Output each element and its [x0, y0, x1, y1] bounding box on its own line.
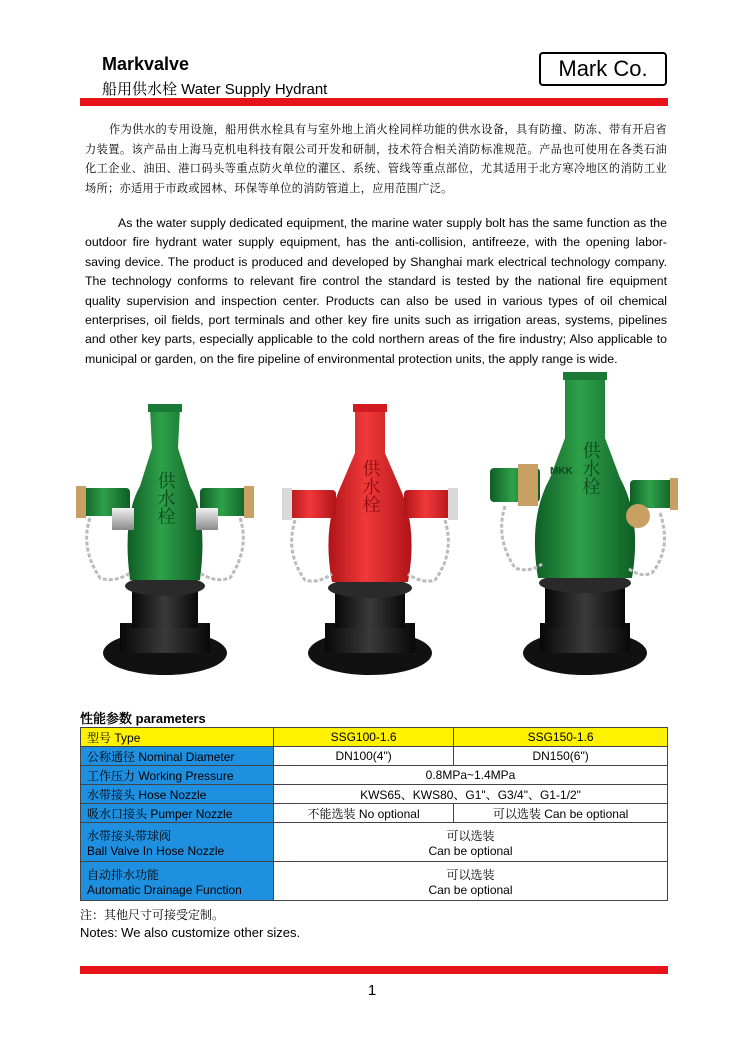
cell-hose-nozzle: KWS65、KWS80、G1"、G3/4"、G1-1/2"	[274, 785, 668, 804]
table-row-nominal-diameter	[81, 747, 668, 766]
intro-paragraph-en: As the water supply dedicated equipment, the marine water supply bolt has the same function as the outdoor fire hydrant water supply equipment, has the anti-collision, antifreeze, with the opening labor-saving device. The product is produced and developed by Shanghai mark electrical technology company. The technology conforms to relevant fire control the standard is tested by the national fire equipment quality supervision and inspection center. Products can also be used in various types of oil chemical enterprises, oil fields, port terminals and other key fire units such as irrigation areas, systems, pipelines and other key parts, especially applicable to the cold northern areas of the fire industry; Also applicable to municipal or garden, on the fire pipeline of environmental protection units, the apply range is wide.	[85, 216, 667, 366]
table-row-ball-valve	[81, 823, 668, 862]
footer-divider	[80, 966, 668, 974]
hydrant-photo-green-ssg150	[490, 372, 678, 675]
page-number: 1	[367, 982, 377, 999]
cell-dn-1: DN100(4")	[274, 747, 454, 766]
params-heading-en: parameters	[135, 711, 206, 726]
brand-name: Markvalve	[102, 54, 190, 74]
row-label-hose-nozzle: 水带接头 Hose Nozzle	[81, 785, 274, 804]
cell-dn-2: DN150(6")	[454, 747, 668, 766]
header-divider	[80, 98, 668, 106]
hydrant-marking: MKK	[550, 466, 573, 477]
params-heading	[80, 708, 206, 727]
table-row-pumper-nozzle	[81, 804, 668, 823]
cell-type-1: SSG100-1.6	[274, 728, 454, 747]
hydrant-body-lettering: 供水栓	[154, 471, 176, 525]
table-row-working-pressure	[81, 766, 668, 785]
hydrant-photo-green-ssg100	[76, 404, 254, 675]
table-row-hose-nozzle	[81, 785, 668, 804]
product-photos	[60, 368, 680, 696]
row-label-auto-drainage: 自动排水功能 Automatic Drainage Function	[81, 862, 274, 901]
note-en: Notes: We also customize other sizes.	[80, 925, 301, 940]
company-logo: Mark Co.	[539, 52, 667, 86]
params-heading-cn: 性能参数	[80, 712, 133, 727]
intro-paragraph-cn: 作为供水的专用设施，船用供水栓具有与室外地上消火栓同样功能的供水设备，具有防撞、防冻、带有开启省力装置。该产品由上海马克机电科技有限公司开发和研制，技术符合相关消防标准规范。产品也可使用在各类石油化工企业、油田、港口码头等重点防火单位的灌区、系统、管线等重点部位，尤其适用于北方寒冷地区的消防工业场所；亦适用于市政或园林、环保等单位的消防管道上，应用范围广泛。	[85, 123, 667, 195]
table-row-auto-drainage	[81, 862, 668, 901]
document-title: 船用供水栓 Water Supply Hydrant	[102, 81, 328, 98]
row-label-ball-valve: 水带接头带球阀 Ball Valve In Hose Nozzle	[81, 823, 274, 862]
cell-working-pressure: 0.8MPa~1.4MPa	[274, 766, 668, 785]
cell-type-2: SSG150-1.6	[454, 728, 668, 747]
cell-auto-drainage: 可以选装 Can be optional	[274, 862, 668, 901]
note-cn: 注：其他尺寸可接受定制。	[80, 908, 225, 922]
cell-ball-valve: 可以选装 Can be optional	[274, 823, 668, 862]
row-label-type: 型号 Type	[81, 728, 274, 747]
row-label-working-pressure: 工作压力 Working Pressure	[81, 766, 274, 785]
cell-pumper-1: 不能选装 No optional	[274, 804, 454, 823]
cell-pumper-2: 可以选装 Can be optional	[454, 804, 668, 823]
hydrant-body-lettering: 供水栓	[579, 441, 601, 495]
row-label-pumper-nozzle: 吸水口接头 Pumper Nozzle	[81, 804, 274, 823]
hydrant-photo-red	[282, 404, 458, 675]
parameters-table	[80, 727, 668, 901]
table-row-type	[81, 728, 668, 747]
hydrant-body-lettering: 供水栓	[359, 459, 381, 513]
row-label-nominal-diameter: 公称通径 Nominal Diameter	[81, 747, 274, 766]
